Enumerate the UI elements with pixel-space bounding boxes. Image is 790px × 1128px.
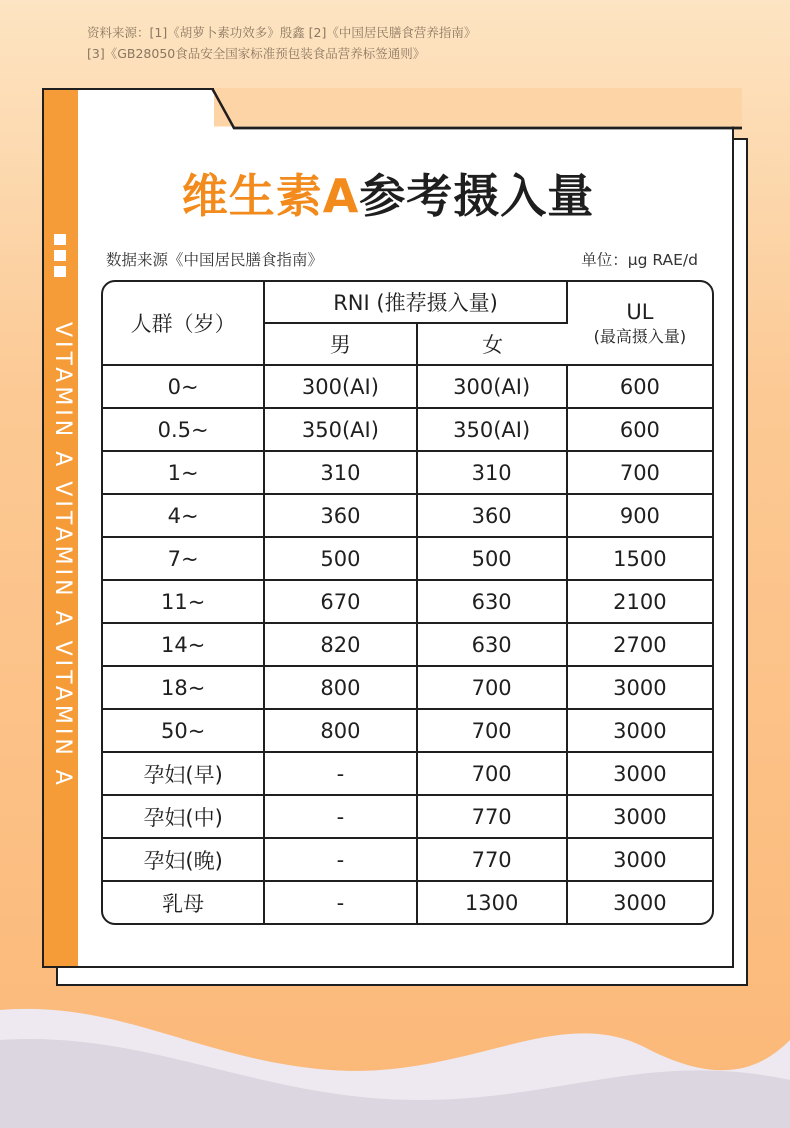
cell-ul: 3000: [568, 710, 712, 753]
title-rest: 参考摄入量: [359, 169, 595, 223]
table-row: [103, 495, 712, 538]
cell-group: 18~: [103, 667, 265, 710]
cell-male: 670: [265, 581, 417, 624]
cell-male: 500: [265, 538, 417, 581]
cell-male: 300(AI): [265, 366, 417, 409]
table-row: [103, 409, 712, 452]
cell-group: 14~: [103, 624, 265, 667]
cell-female: 700: [418, 710, 568, 753]
cell-ul: 3000: [568, 839, 712, 882]
table-row: [103, 624, 712, 667]
cell-female: 770: [418, 839, 568, 882]
intake-table: [101, 280, 714, 925]
cell-female: 300(AI): [418, 366, 568, 409]
header-rni: RNI (推荐摄入量): [265, 282, 567, 324]
cell-group: 孕妇(中): [103, 796, 265, 839]
cell-group: 孕妇(晚): [103, 839, 265, 882]
cell-male: 820: [265, 624, 417, 667]
header-female: 女: [418, 324, 568, 366]
cell-group: 0~: [103, 366, 265, 409]
cell-female: 1300: [418, 882, 568, 923]
cell-group: 11~: [103, 581, 265, 624]
table-row: [103, 839, 712, 882]
cell-group: 4~: [103, 495, 265, 538]
table-row: [103, 753, 712, 796]
cell-ul: 600: [568, 409, 712, 452]
cell-male: -: [265, 753, 417, 796]
table-row: [103, 581, 712, 624]
cell-male: 310: [265, 452, 417, 495]
cell-female: 630: [418, 624, 568, 667]
cell-female: 700: [418, 667, 568, 710]
cell-ul: 3000: [613, 890, 667, 915]
info-card: [42, 88, 734, 968]
cell-male: -: [265, 882, 417, 923]
cell-group: 孕妇(早): [103, 753, 265, 796]
table-row: [103, 538, 712, 581]
cell-ul: 900: [568, 495, 712, 538]
table-body: [103, 366, 712, 923]
cell-female: 630: [418, 581, 568, 624]
cell-ul: 700: [568, 452, 712, 495]
cell-ul: 2100: [568, 581, 712, 624]
cell-female: 700: [418, 753, 568, 796]
cell-male: -: [265, 839, 417, 882]
sources-line-2: [3]《GB28050食品安全国家标准预包装食品营养标签通则》: [87, 46, 426, 61]
cell-male: -: [265, 796, 417, 839]
cell-ul: 3000: [568, 753, 712, 796]
sources-line-1: 资料来源：[1]《胡萝卜素功效多》殷鑫 [2]《中国居民膳食营养指南》: [87, 25, 477, 40]
table-row: [103, 796, 712, 839]
cell-group: 1~: [103, 452, 265, 495]
cell-male: 350(AI): [265, 409, 417, 452]
cell-female: 350(AI): [418, 409, 568, 452]
cell-female: 310: [418, 452, 568, 495]
decor-squares: [54, 234, 66, 282]
cell-group: 乳母: [103, 882, 265, 923]
header-ul: [568, 282, 712, 366]
data-source: 数据来源《中国居民膳食指南》: [106, 251, 324, 269]
title-highlight: 维生素A: [181, 169, 360, 223]
cell-male: 800: [265, 667, 417, 710]
cell-group: 50~: [103, 710, 265, 753]
page-title: [44, 160, 732, 226]
table-row: [103, 667, 712, 710]
header-ul-label: UL: [626, 299, 654, 324]
cell-ul: 3000: [568, 667, 712, 710]
cell-male: 800: [265, 710, 417, 753]
cell-female: 360: [418, 495, 568, 538]
table-row: [103, 452, 712, 495]
cell-female: 500: [418, 538, 568, 581]
cell-ul: 2700: [568, 624, 712, 667]
header-male: 男: [265, 324, 417, 366]
cell-ul: 600: [568, 366, 712, 409]
unit-label: 单位：μg RAE/d: [581, 251, 698, 269]
table-row: [103, 366, 712, 409]
header-ul-sub: (最高摄入量): [593, 326, 687, 346]
cell-ul: 1500: [568, 538, 712, 581]
table-row: [103, 710, 712, 753]
cell-group: 7~: [103, 538, 265, 581]
card-tab-notch: [42, 88, 742, 148]
table-row: [103, 882, 712, 923]
header-group: 人群（岁）: [103, 282, 265, 366]
cell-ul: 3000: [568, 796, 712, 839]
cell-female: 770: [418, 796, 568, 839]
cell-male: 360: [265, 495, 417, 538]
cell-group: 0.5~: [103, 409, 265, 452]
vertical-label: VITAMIN A VITAMIN A VITAMIN A: [50, 322, 75, 789]
